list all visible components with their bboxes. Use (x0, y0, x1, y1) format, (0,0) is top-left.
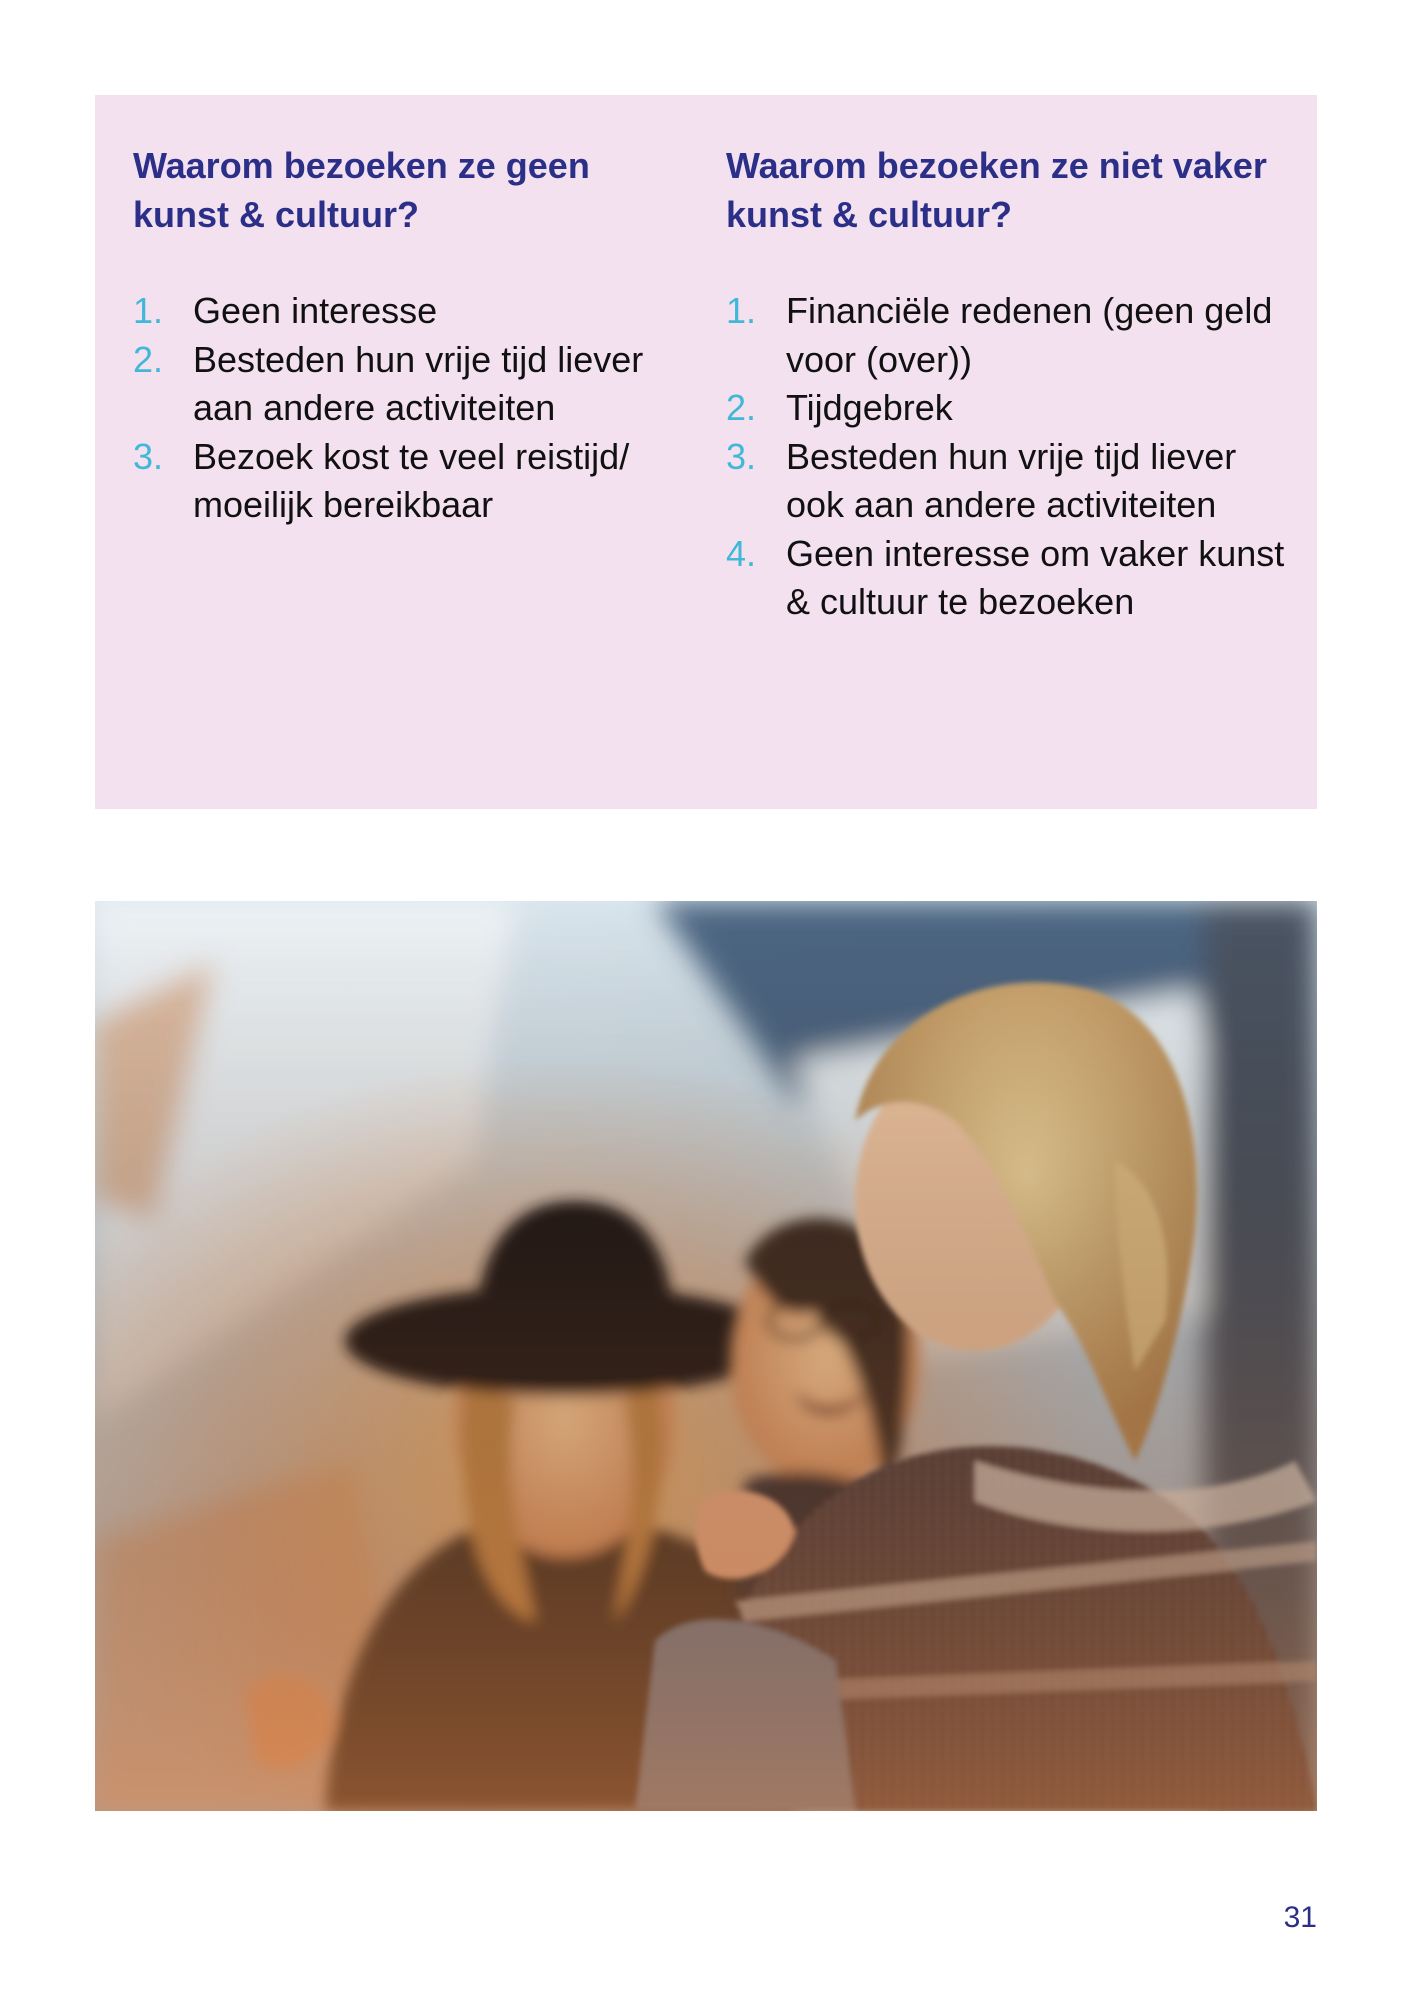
list-item-text: Geen interesse om vaker kunst & cultuur te bezoeken (786, 532, 1285, 622)
info-box (95, 95, 1317, 809)
list-item-text: Besteden hun vrije tijd liever aan andere activiteiten (193, 338, 644, 428)
left-reasons-list (133, 287, 693, 530)
list-item-text: Besteden hun vrije tijd liever ook aan andere activiteiten (786, 435, 1237, 525)
list-number: 4. (726, 532, 757, 574)
left-column (133, 141, 693, 530)
list-item (726, 433, 1286, 530)
list-number: 3. (726, 435, 757, 477)
list-item (133, 287, 693, 336)
right-column (726, 141, 1286, 627)
list-item-text: Geen interesse (193, 290, 438, 331)
list-item (133, 336, 693, 433)
list-item-text: Bezoek kost te veel reistijd/ moeilijk bereikbaar (193, 435, 630, 525)
list-item (726, 384, 1286, 433)
list-item-text: Financiële redenen (geen geld voor (over)) (786, 290, 1273, 380)
list-item (726, 530, 1286, 627)
list-number: 2. (726, 387, 757, 428)
list-item-text: Tijdgebrek (786, 387, 953, 428)
people-photo (95, 901, 1317, 1811)
list-item (726, 287, 1286, 384)
list-number: 1. (726, 290, 757, 331)
page-number: 31 (1283, 1901, 1317, 1934)
right-reasons-list (726, 287, 1286, 627)
right-column-title: Waarom bezoeken ze niet vaker kunst & cultuur? (726, 145, 1267, 235)
left-column-title: Waarom bezoeken ze geen kunst & cultuur? (133, 145, 590, 235)
list-number: 2. (133, 338, 164, 380)
list-item (133, 433, 693, 530)
list-number: 3. (133, 435, 164, 477)
list-number: 1. (133, 290, 164, 331)
